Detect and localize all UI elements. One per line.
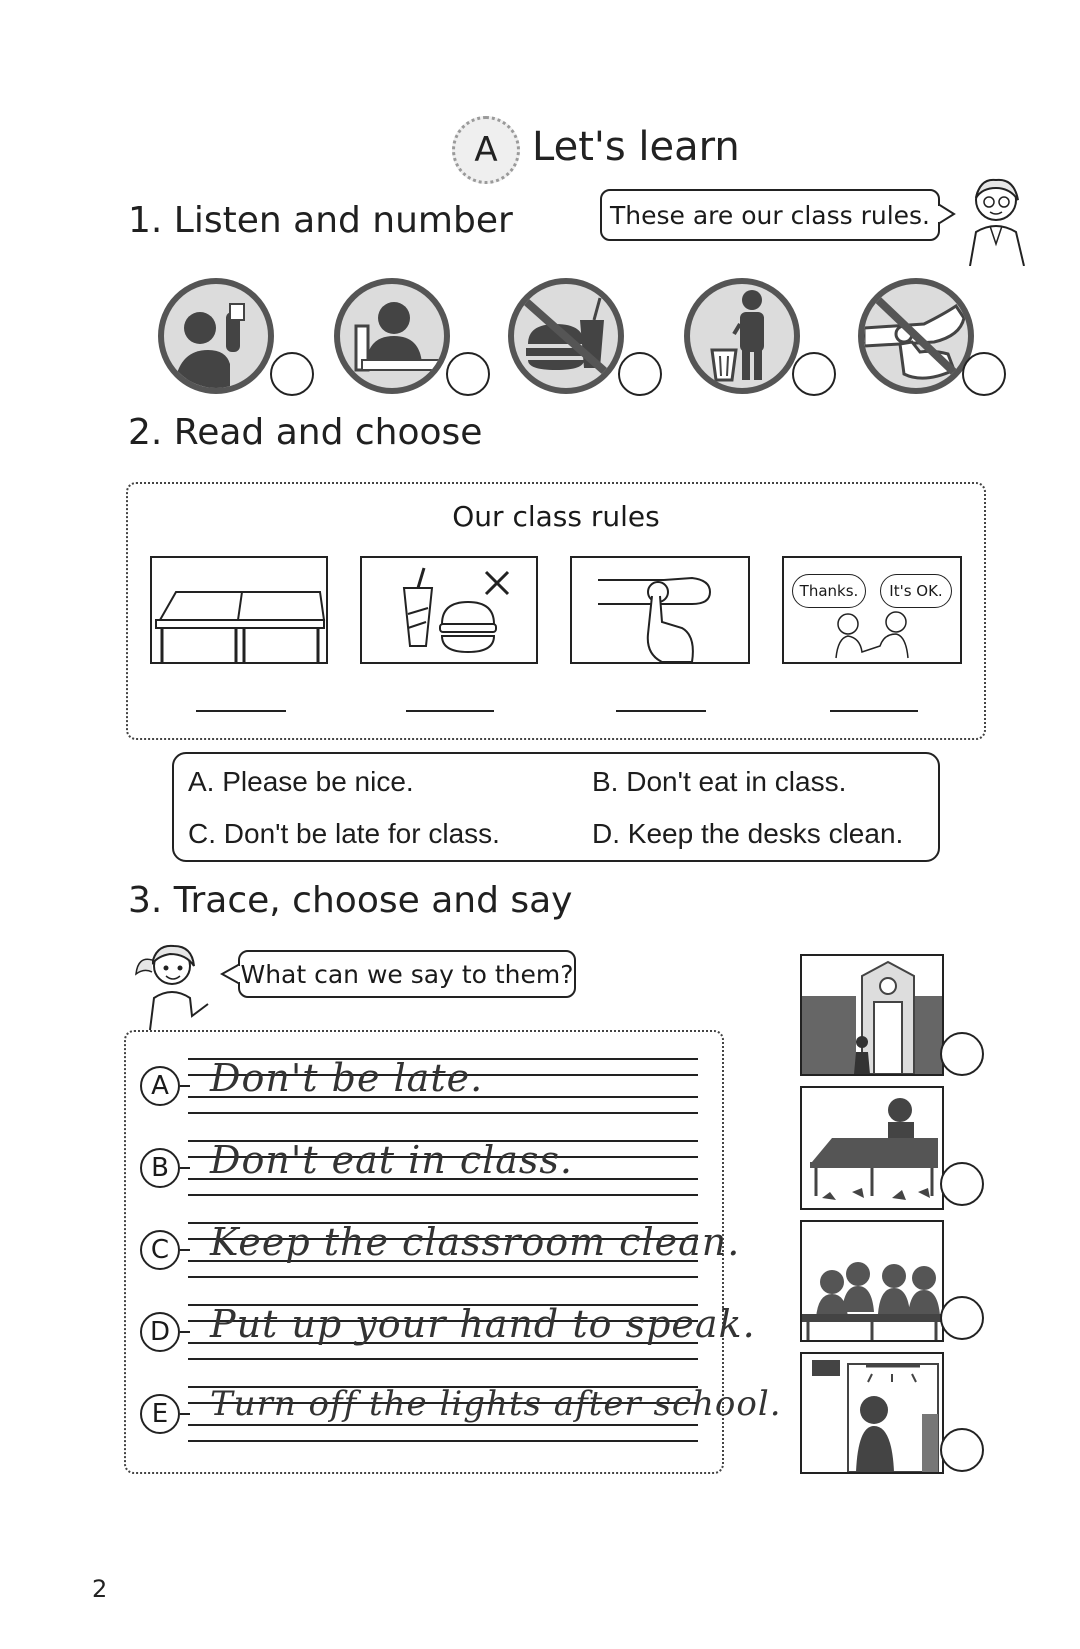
on-time-watch-icon: [858, 278, 974, 394]
trace-row-b: [140, 1136, 700, 1200]
letter-circle-c: C: [140, 1230, 180, 1270]
girl-icon: [130, 938, 216, 1030]
section-1-heading: 1. Listen and number: [128, 200, 513, 241]
answer-blank-3[interactable]: [616, 710, 706, 712]
trash-bin-icon: [684, 278, 800, 394]
option-a: A. Please be nice.: [188, 766, 414, 797]
section-2-heading: 2. Read and choose: [128, 412, 483, 453]
section-badge: A: [452, 116, 520, 184]
scene-answer-circle-2[interactable]: [940, 1162, 984, 1206]
page-number: 2: [92, 1575, 108, 1603]
messy-desks-scene: [800, 1086, 944, 1210]
answer-circle-3[interactable]: [618, 352, 662, 396]
no-food-picture: [360, 556, 538, 664]
answer-circle-4[interactable]: [792, 352, 836, 396]
trace-row-a: [140, 1054, 700, 1118]
sit-at-desk-icon: [334, 278, 450, 394]
answer-circle-2[interactable]: [446, 352, 490, 396]
thanks-bubble: Thanks.: [792, 574, 866, 608]
bubble-tail-icon: [938, 200, 956, 228]
girl-speech-bubble: What can we say to them?: [238, 950, 576, 998]
letter-circle-b: B: [140, 1148, 180, 1188]
lights-on-scene: [800, 1352, 944, 1474]
desks-picture: [150, 556, 328, 664]
scene-answer-circle-4[interactable]: [940, 1428, 984, 1472]
section-3-heading: 3. Trace, choose and say: [128, 880, 573, 921]
teacher-icon: [960, 174, 1034, 266]
noisy-classroom-scene: [800, 1220, 944, 1342]
answer-circle-5[interactable]: [962, 352, 1006, 396]
answer-circle-1[interactable]: [270, 352, 314, 396]
trace-text-b[interactable]: Don't eat in class.: [210, 1138, 573, 1182]
page-title: Let's learn: [532, 124, 740, 170]
answer-blank-1[interactable]: [196, 710, 286, 712]
option-b: B. Don't eat in class.: [592, 766, 847, 797]
letter-circle-a: A: [140, 1066, 180, 1106]
letter-circle-e: E: [140, 1394, 180, 1434]
trace-text-c[interactable]: Keep the classroom clean.: [210, 1220, 741, 1264]
watch-picture: [570, 556, 750, 664]
class-rules-title: Our class rules: [452, 500, 660, 533]
option-d: D. Keep the desks clean.: [592, 818, 904, 849]
teacher-speech-bubble: These are our class rules.: [600, 189, 940, 241]
no-eating-icon: [508, 278, 624, 394]
trace-text-e[interactable]: Turn off the lights after school.: [210, 1384, 782, 1424]
be-nice-picture: [782, 556, 962, 664]
trace-text-d[interactable]: Put up your hand to speak.: [210, 1302, 756, 1346]
trace-row-c: [140, 1218, 741, 1282]
trace-row-d: [140, 1300, 756, 1364]
scene-answer-circle-1[interactable]: [940, 1032, 984, 1076]
late-school-scene: [800, 954, 944, 1076]
raise-hand-icon: [158, 278, 274, 394]
option-c: C. Don't be late for class.: [188, 818, 500, 849]
letter-circle-d: D: [140, 1312, 180, 1352]
answer-blank-4[interactable]: [830, 710, 918, 712]
scene-answer-circle-3[interactable]: [940, 1296, 984, 1340]
trace-row-e: [140, 1382, 782, 1446]
its-ok-bubble: It's OK.: [880, 574, 952, 608]
girl-bubble-tail-icon: [220, 960, 240, 988]
trace-text-a[interactable]: Don't be late.: [210, 1056, 484, 1100]
answer-blank-2[interactable]: [406, 710, 494, 712]
